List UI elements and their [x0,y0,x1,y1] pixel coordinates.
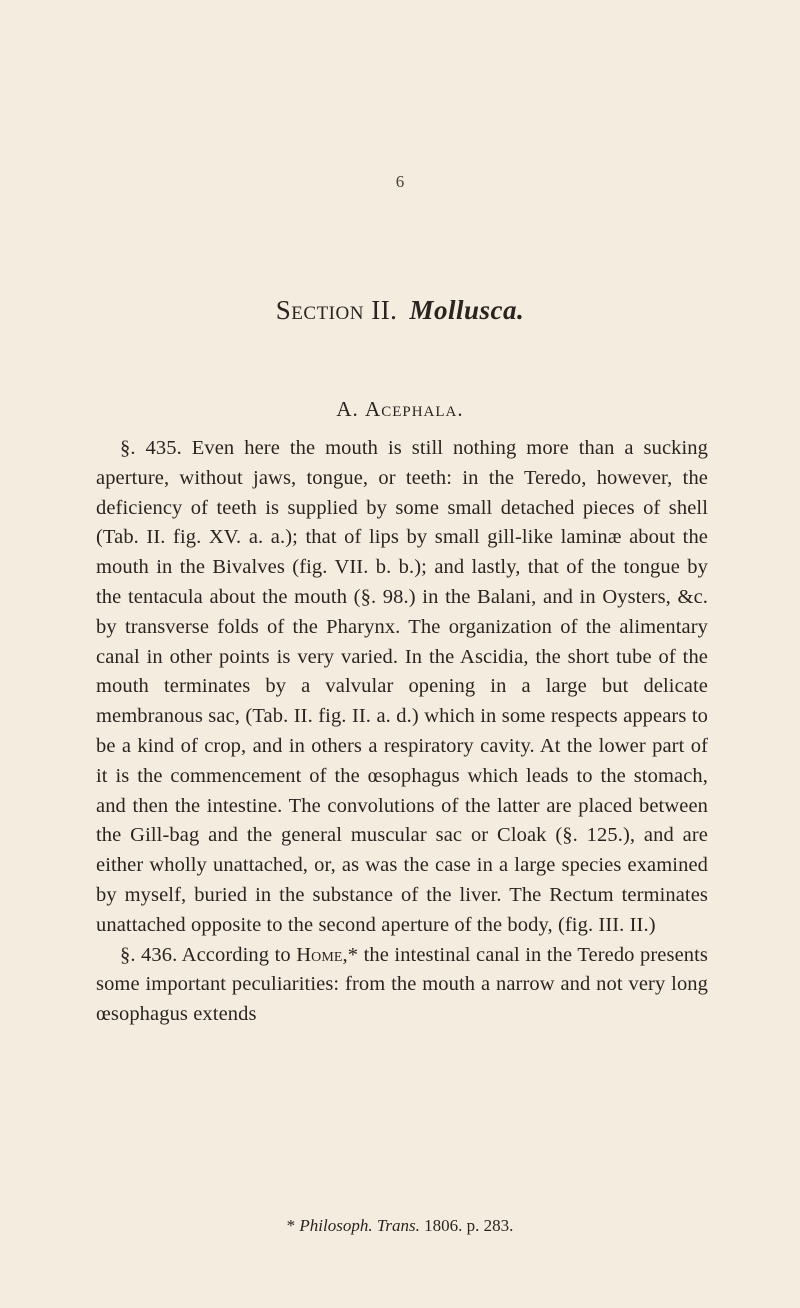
paragraph-436 [96,941,708,1030]
subsection-label: A. [336,397,359,421]
paragraph-text-continued: the intestinal canal in the Teredo presents some important peculiarities: from the mouth a narrow and not very long œsophagus extends [96,943,708,1026]
subsection-title: Acephala. [365,397,464,421]
paragraph-text: Even here the mouth is still nothing more than a sucking aperture, without jaws, tongue, or teeth: in the Teredo, however, the deficiency of teeth is supplied by some small detached pieces of shell (Tab. II. fig. XV. a. a.); that of lips by small gill-like laminæ about the mouth in the Bivalves (fig. VII. b. b.); and lastly, that of the tongue by the tentacula about the mouth (§. 98.) in the Balani, and in Oysters, &c. by transverse folds of the Pharynx. The organization of the alimentary canal in other points is very varied. In the Ascidia, the short tube of the mouth terminates by a valvular opening in a large but delicate membranous sac, (Tab. II. fig. II. a. d.) which in some respects appears to be a kind of crop, and in others a respiratory cavity. At the lower part of it is the commencement of the œsophagus which leads to the stomach, and then the intestine. The convolutions of the latter are placed between the Gill-bag and the general muscular sac or Cloak (§. 125.), and are either wholly unattached, or, as was the case in a large species examined by myself, buried in the substance of the liver. The Rectum terminates unattached opposite to the second aperture of the body, (fig. III. II.) [96,437,708,936]
footnote-detail: 1806. p. 283. [424,1216,514,1235]
footnote [0,1216,800,1236]
section-heading [0,295,800,326]
footnote-mark: * [286,1216,296,1235]
footnote-source: Philosoph. Trans. [299,1216,420,1235]
subsection-heading [0,397,800,422]
page-number: 6 [395,172,405,191]
paragraph-435 [96,434,708,941]
paragraph-text: According to [181,943,291,966]
section-label: Section II. [275,295,398,325]
body-text [96,434,708,1030]
paragraph-lead: §. 435. [120,437,182,459]
section-title: Mollusca. [409,295,525,325]
paragraph-lead: §. 436. [120,943,178,966]
footnote-reference: * [347,943,359,966]
author-name: Home, [296,943,348,966]
